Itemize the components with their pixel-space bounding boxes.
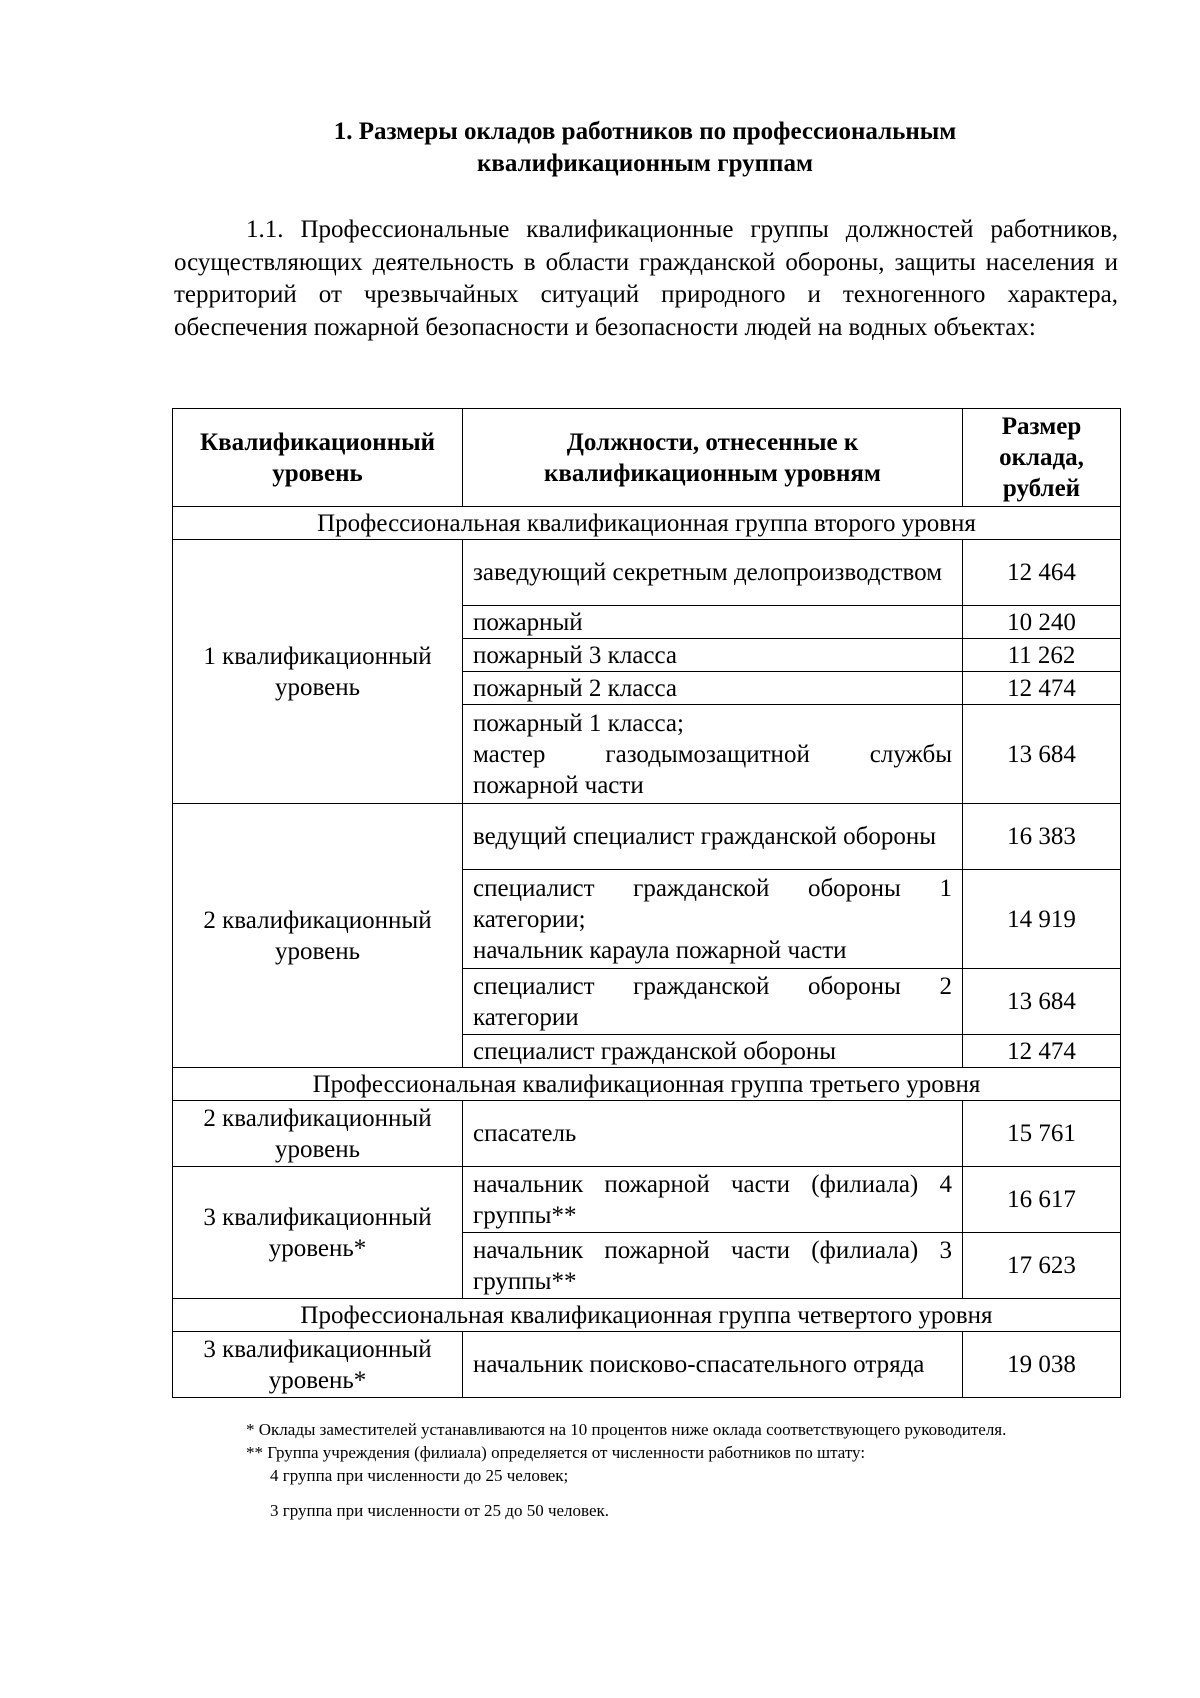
level-cell: 3 квалификационный уровень* — [173, 1332, 463, 1398]
position-cell — [463, 870, 963, 969]
position-cell: заведующий секретным делопроизводством — [463, 540, 963, 606]
group-row — [173, 1068, 1121, 1101]
salary-cell: 12 474 — [963, 1035, 1121, 1068]
position-cell: спасатель — [463, 1101, 963, 1167]
salary-cell: 15 761 — [963, 1101, 1121, 1167]
table-row — [173, 804, 1121, 870]
salary-cell: 19 038 — [963, 1332, 1121, 1398]
footnote-4: 3 группа при численности от 25 до 50 человек. — [270, 1501, 610, 1520]
table-row — [173, 1332, 1121, 1398]
level-cell: 2 квалификационный уровень — [173, 804, 463, 1068]
group-row — [173, 1299, 1121, 1332]
position-cell: начальник пожарной части (филиала) 3 группы** — [463, 1233, 963, 1299]
position-cell: пожарный 3 класса — [463, 639, 963, 672]
footnotes — [174, 1418, 1118, 1522]
level-cell: 2 квалификационный уровень — [173, 1101, 463, 1167]
footnote-2: ** Группа учреждения (филиала) определяется от численности работников по штату: — [246, 1443, 866, 1462]
salary-table — [172, 408, 1121, 1398]
group-row — [173, 507, 1121, 540]
group-title-third: Профессиональная квалификационная группа третьего уровня — [173, 1068, 1121, 1101]
salary-cell: 16 383 — [963, 804, 1121, 870]
footnote-3: 4 группа при численности до 25 человек; — [270, 1466, 569, 1485]
salary-cell: 16 617 — [963, 1167, 1121, 1233]
position-cell: пожарный 2 класса — [463, 672, 963, 705]
table-header-row — [173, 409, 1121, 507]
table-row — [173, 1167, 1121, 1233]
position-cell: начальник поисково-спасательного отряда — [463, 1332, 963, 1398]
footnote-1: * Оклады заместителей устанавливаются на 10 процентов ниже оклада соответствующего руководителя. — [246, 1420, 1007, 1439]
table-row — [173, 1101, 1121, 1167]
salary-cell: 13 684 — [963, 969, 1121, 1035]
position-cell: пожарный — [463, 606, 963, 639]
table-row — [173, 540, 1121, 606]
position-cell — [463, 705, 963, 804]
salary-cell: 13 684 — [963, 705, 1121, 804]
level-cell: 1 квалификационный уровень — [173, 540, 463, 804]
position-cell: начальник пожарной части (филиала) 4 группы** — [463, 1167, 963, 1233]
level-cell: 3 квалификационный уровень* — [173, 1167, 463, 1299]
salary-cell: 12 474 — [963, 672, 1121, 705]
header-salary: Размер оклада, рублей — [963, 409, 1121, 507]
intro-paragraph — [174, 214, 1118, 344]
position-cell: специалист гражданской обороны — [463, 1035, 963, 1068]
position-text: пожарный 1 класса; мастер газодымозащитной службы пожарной части — [473, 709, 952, 799]
salary-cell: 14 919 — [963, 870, 1121, 969]
salary-cell: 11 262 — [963, 639, 1121, 672]
salary-cell: 12 464 — [963, 540, 1121, 606]
position-cell: ведущий специалист гражданской обороны — [463, 804, 963, 870]
header-positions: Должности, отнесенные к квалификационным уровням — [463, 409, 963, 507]
header-level: Квалификационный уровень — [173, 409, 463, 507]
position-cell: специалист гражданской обороны 2 категории — [463, 969, 963, 1035]
group-title-fourth: Профессиональная квалификационная группа четвертого уровня — [173, 1299, 1121, 1332]
position-text: специалист гражданской обороны 1 категории; начальник караула пожарной части — [473, 874, 952, 964]
title-line-1: 1. Размеры окладов работников по профессиональным — [333, 118, 957, 145]
intro-text: 1.1. Профессиональные квалификационные группы должностей работников, осуществляющих деятельность в области гражданской обороны, защиты населения и территорий от чрезвычайных ситуаций природного и техногенного характера, обеспечения пожарной безопасности и безопасности людей на водных объектах: — [174, 216, 1118, 341]
salary-cell: 17 623 — [963, 1233, 1121, 1299]
document-title — [170, 116, 1120, 180]
group-title-second: Профессиональная квалификационная группа второго уровня — [173, 507, 1121, 540]
title-line-2: квалификационным группам — [477, 150, 813, 177]
salary-cell: 10 240 — [963, 606, 1121, 639]
